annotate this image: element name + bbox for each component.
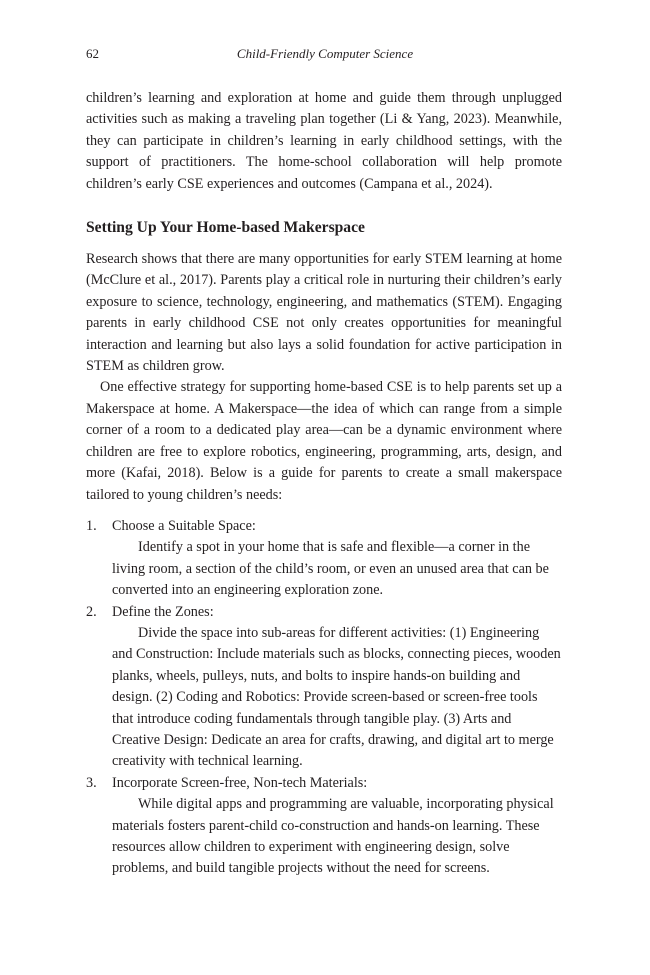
- numbered-list: [86, 516, 562, 880]
- list-item-title: Incorporate Screen-free, Non-tech Materials:: [112, 774, 368, 791]
- list-item-number: 3.: [86, 774, 97, 791]
- list-item-text: While digital apps and programming are valuable, incorporating physical materials fosters parent-child co-construction and hands-on learning. These resources allow children to experiment with engineering design, solve problems, and build tangible projects without the need for screens.: [112, 796, 554, 877]
- section-heading: Setting Up Your Home-based Makerspace: [86, 219, 365, 237]
- list-item-number: 2.: [86, 603, 97, 620]
- body-paragraph: Research shows that there are many opportunities for early STEM learning at home (McClure et al., 2017). Parents play a critical role in nurturing their children’s early exposure to science, technology, engineering, and mathematics (STEM). Engaging parents in early childhood CSE not only creates opportunities for meaningful interaction and learning but also lays a solid foundation for active participation in STEM as children grow.: [86, 251, 562, 375]
- page-header: [86, 44, 564, 64]
- page-body: [86, 88, 562, 880]
- list-item-text: Divide the space into sub-areas for different activities: (1) Engineering and Construction: Include materials such as blocks, connecting pieces, wooden planks, wheels, pulleys, nuts, and bolts to inspire hands-on building and design. (2) Coding and Robotics: Provide screen-based or screen-free tools that introduce coding fundamentals through tangible play. (3) Arts and Creative Design: Dedicate an area for crafts, drawing, and digital art to merge creativity with technical learning.: [112, 624, 561, 770]
- list-item: [86, 773, 562, 880]
- intro-paragraph: children’s learning and exploration at home and guide them through unplugged activities such as making a traveling plan together (Li & Yang, 2023). Meanwhile, they can participate in children’s learning in early childhood settings, with the support of practitioners. The home-school collaboration will help promote children’s early CSE experiences and outcomes (Campana et al., 2024).: [86, 90, 562, 192]
- list-item-text: Identify a spot in your home that is safe and flexible—a corner in the living room, a section of the child’s room, or even an unused area that can be converted into an engineering exploration zone.: [112, 539, 549, 599]
- list-item: [86, 516, 562, 602]
- running-title: Child-Friendly Computer Science: [236, 46, 414, 61]
- list-item-title: Define the Zones:: [112, 603, 214, 620]
- list-item-title: Choose a Suitable Space:: [112, 517, 256, 534]
- page-number: 62: [86, 46, 99, 61]
- list-item-number: 1.: [86, 517, 97, 534]
- list-item: [86, 602, 562, 773]
- body-paragraph: One effective strategy for supporting home-based CSE is to help parents set up a Makerspace at home. A Makerspace—the idea of which can range from a simple corner of a room to a dedicated play area—can be a dynamic environment where children are free to explore robotics, engineering, programming, arts, design, and more (Kafai, 2018). Below is a guide for parents to create a small makerspace tailored to young children’s needs:: [86, 379, 562, 503]
